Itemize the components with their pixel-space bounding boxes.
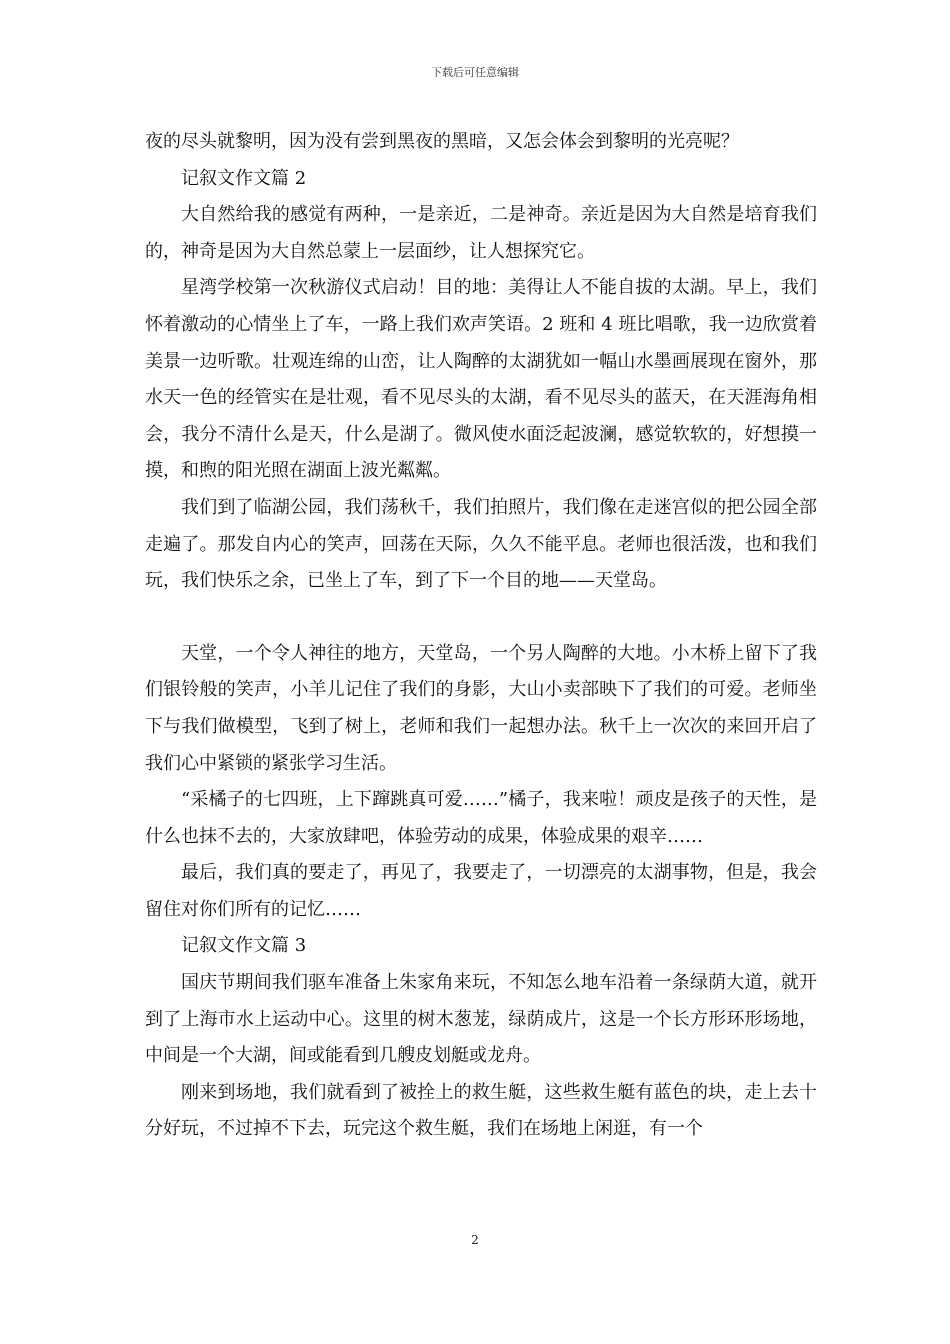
page-number: 2 [471, 1233, 479, 1247]
paragraph: 星湾学校第一次秋游仪式启动！目的地：美得让人不能自拔的太湖。早上，我们怀着激动的心情坐上了车，一路上我们欢声笑语。2 班和 4 班比唱歌，我一边欣赏着美景一边听歌。壮观连绵的山峦，让人陶醉的太湖犹如一幅山水墨画展现在窗外，那水天一色的经管实在是壮观，看不见尽头的太湖，看不见尽头的蓝天，在天涯海角相会，我分不清什么是天，什么是湖了。微风使水面泛起波澜，感觉软软的，好想摸一摸，和煦的阳光照在湖面上波光粼粼。 [145, 277, 817, 482]
paragraph: 夜的尽头就黎明，因为没有尝到黑夜的黑暗，又怎会体会到黎明的光亮呢？ [145, 131, 739, 152]
paragraph: 刚来到场地，我们就看到了被拴上的救生艇，这些救生艇有蓝色的块，走上去十分好玩，不过掉不下去，玩完这个救生艇，我们在场地上闲逛，有一个 [145, 1081, 817, 1140]
paragraph: 天堂，一个令人神往的地方，天堂岛，一个另人陶醉的大地。小木桥上留下了我们银铃般的笑声，小羊儿记住了我们的身影，大山小卖部映下了我们的可爱。老师坐下与我们做模型，飞到了树上，老师和我们一起想办法。秋千上一次次的来回开启了我们心中紧锁的紧张学习生活。 [145, 642, 817, 774]
section-heading: 记叙文作文篇 3 [181, 935, 307, 957]
section-heading: 记叙文作文篇 2 [181, 167, 307, 189]
blank-line [145, 600, 817, 636]
paragraph: 国庆节期间我们驱车准备上朱家角来玩，不知怎么地车沿着一条绿荫大道，就开到了上海市水上运动中心。这里的树木葱茏，绿荫成片，这是一个长方形环形场地，中间是一个大湖，间或能看到几艘皮划艇或龙舟。 [145, 972, 817, 1067]
page-header: 下载后可任意编辑 [431, 66, 519, 79]
paragraph: 我们到了临湖公园，我们荡秋千，我们拍照片，我们像在走迷宫似的把公园全部走遍了。那发自内心的笑声，回荡在天际，久久不能平息。老师也很活泼，也和我们玩，我们快乐之余，已坐上了车，到了下一个目的地——天堂岛。 [145, 496, 817, 592]
document-body [145, 124, 817, 1148]
paragraph: 大自然给我的感觉有两种，一是亲近，二是神奇。亲近是因为大自然是培育我们的，神奇是因为大自然总蒙上一层面纱，让人想探究它。 [145, 204, 817, 262]
paragraph: 最后，我们真的要走了，再见了，我要走了，一切漂亮的太湖事物，但是，我会留住对你们所有的记忆…… [145, 862, 817, 920]
paragraph: “采橘子的七四班，上下蹿跳真可爱……”橘子，我来啦！顽皮是孩子的天性，是什么也抹不去的，大家放肆吧，体验劳动的成果，体验成果的艰辛…… [145, 789, 817, 847]
